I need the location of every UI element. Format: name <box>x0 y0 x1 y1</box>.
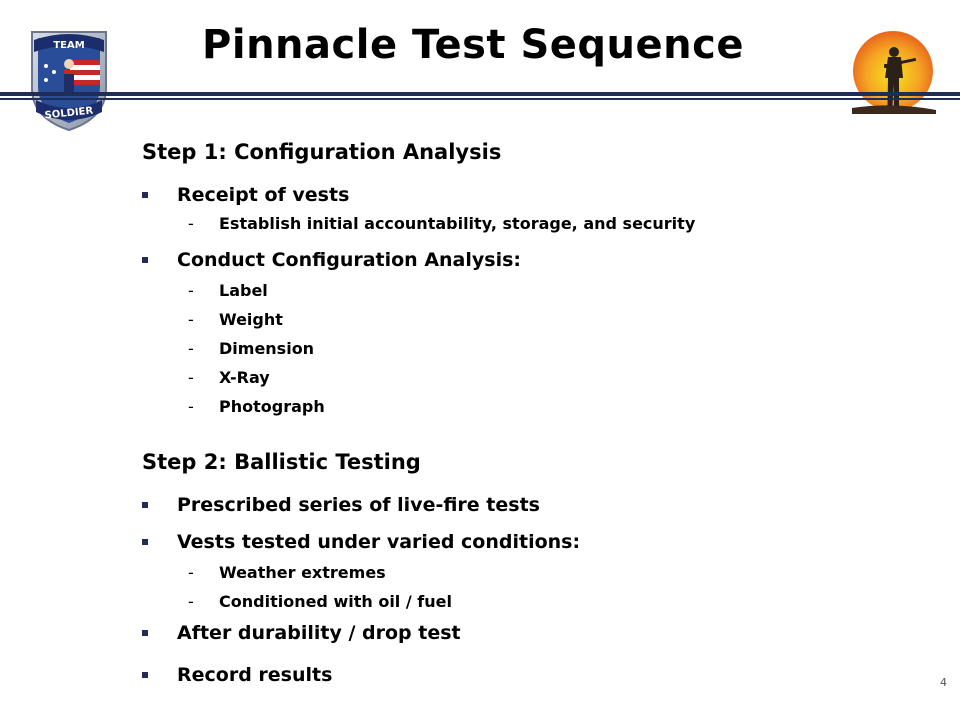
soldier-sunset-icon <box>848 26 938 118</box>
page-number: 4 <box>940 676 947 689</box>
bullet-text: Receipt of vests <box>177 184 350 206</box>
sub-bullet-text: Conditioned with oil / fuel <box>219 592 452 611</box>
square-bullet-icon <box>142 672 148 678</box>
dash-bullet-icon: - <box>188 368 194 387</box>
sub-bullet-text: Photograph <box>219 397 325 416</box>
square-bullet-icon <box>142 630 148 636</box>
bullet-text: Record results <box>177 664 333 686</box>
dash-bullet-icon: - <box>188 563 194 582</box>
square-bullet-icon <box>142 192 148 198</box>
bullet-text: After durability / drop test <box>177 622 461 644</box>
sub-bullet-text: Dimension <box>219 339 315 358</box>
slide-title: Pinnacle Test Sequence <box>202 22 744 68</box>
header-rule-thin <box>0 98 960 100</box>
dash-bullet-icon: - <box>188 310 194 329</box>
bullet-text: Vests tested under varied conditions: <box>177 531 581 553</box>
dash-bullet-icon: - <box>188 339 194 358</box>
header-rule-thick <box>0 92 960 96</box>
dash-bullet-icon: - <box>188 592 194 611</box>
sub-bullet-text: Weight <box>219 310 283 329</box>
step-2-heading: Step 2: Ballistic Testing <box>142 450 421 474</box>
sub-bullet-text: X-Ray <box>219 368 270 387</box>
step-1-heading: Step 1: Configuration Analysis <box>142 140 502 164</box>
square-bullet-icon <box>142 539 148 545</box>
square-bullet-icon <box>142 257 148 263</box>
dash-bullet-icon: - <box>188 214 194 233</box>
dash-bullet-icon: - <box>188 281 194 300</box>
sub-bullet-text: Weather extremes <box>219 563 386 582</box>
sub-bullet-text: Establish initial accountability, storage, and security <box>219 214 696 233</box>
dash-bullet-icon: - <box>188 397 194 416</box>
bullet-text: Prescribed series of live-fire tests <box>177 494 540 516</box>
square-bullet-icon <box>142 502 148 508</box>
logo-text-team: TEAM <box>53 40 85 51</box>
sub-bullet-text: Label <box>219 281 268 300</box>
bullet-text: Conduct Configuration Analysis: <box>177 249 522 271</box>
logo-text-soldier: SOLDIER <box>44 105 94 122</box>
